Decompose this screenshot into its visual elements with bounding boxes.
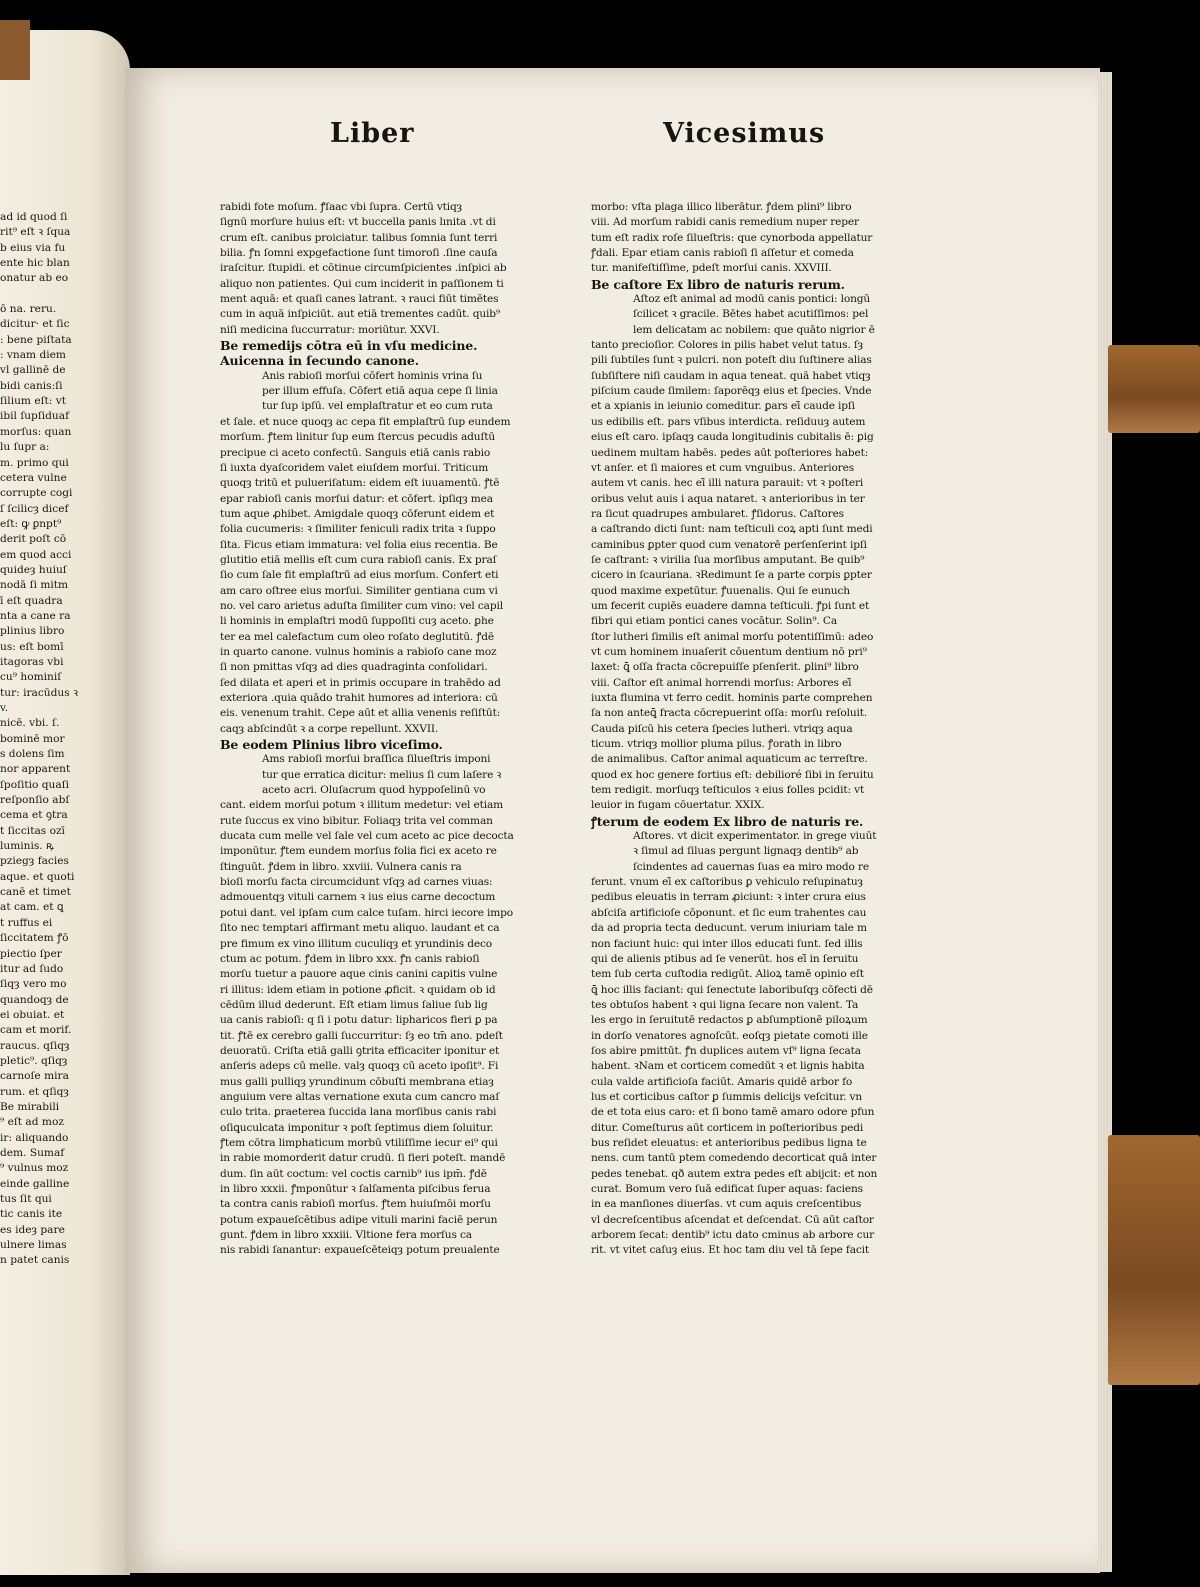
left-page-line: pziegȝ facies [0, 855, 69, 868]
left-page-line: Be mirabili [0, 1100, 60, 1113]
text-line: ꝭdali. Epar etiam canis rabioſi ſi aſſetur et comeda [591, 247, 854, 260]
text-line: caminibus ꝑpter quod cum venatorē perſenſerint ipſi [591, 538, 867, 551]
text-line: vt cum hominem inuaſerit cōuentum dentium nō pri⁹ [591, 645, 867, 658]
text-line: deuoratū. Criſta etiā galli ꝯtrita efficaciter iponitur et [220, 1044, 500, 1057]
text-line: ſi non pmittas vſqȝ ad dies quadraginta conſolidari. [220, 661, 488, 674]
text-line: ferunt. vnum eī̄ ex caſtoribus ꝑ vehiculo reſupinatuȝ [591, 876, 863, 889]
left-page-line: em quod acci [0, 548, 72, 561]
leather-strap-lower [1108, 1135, 1200, 1385]
left-cover-edge [0, 20, 30, 80]
text-line: am caro oſtree eius morſui. Similiter gentiana cum vi [220, 584, 498, 597]
text-line: ſe caſtrant: ꝛ virilia ſua morſibus amputant. Be quib⁹ [591, 553, 865, 566]
text-line: lus et corticibus caſtor ꝑ ſummis delicijs veſcitur. vn [591, 1090, 863, 1103]
text-line: niſi medicina ſuccurratur: moriūtur. XXVI. [220, 323, 440, 336]
text-line: rute ſuccus ex vino bibitur. Foliaqȝ trita vel comman [220, 814, 493, 827]
text-line: ſubſiſtere niſi caudam in aqua teneat. quā habet vtiqȝ [591, 369, 871, 382]
text-line: tur que erratica dicitur: melius ſi cum laſere ꝛ [262, 768, 502, 781]
text-line: ra ſicut quadrupes ambularet. ꝭſidorus. Caſtores [591, 507, 844, 520]
left-page-line: n patet canis [0, 1254, 70, 1267]
left-page-line: nta a cane ra [0, 609, 71, 622]
left-page-line: ibil ſupſiduaf [0, 410, 69, 423]
text-line: no. vel caro arietus aduſta ſimiliter cum vino: vel capil [220, 599, 503, 612]
text-line: les ergo in ſeruitutē redactos ꝑ abſumptionē piloꝝum [591, 1014, 868, 1027]
left-page-line: ſiqȝ vero mo [0, 978, 67, 991]
text-line: tem redigit. morſuqȝ teſticulos ꝛ eius folles pcidit: vt [591, 784, 865, 797]
text-line: et ſale. et nuce quoqȝ ac cepa fit emplaſtrū ſup eundem [220, 415, 511, 428]
text-line: ꝭtem cōtra limphaticum morbū vtiliſſime iecur ei⁹ qui [220, 1136, 498, 1149]
left-page-line: v. [0, 702, 9, 714]
left-page-line: canē et timet [0, 886, 71, 899]
text-line: ri illitus: idem etiam in potione ꝓficit. ꝛ quidam ob id [220, 983, 496, 996]
text-line: de et tota eius caro: et ſi bono tamē amaro odore pfun [591, 1106, 875, 1119]
text-line: oribus velut auis i aqua nataret. ꝛ anterioribus in ter [591, 492, 865, 505]
text-line: per illum effuſa. Cōfert etiā aqua cepe ſi linia [262, 385, 498, 398]
running-head [125, 118, 1100, 158]
text-line: Anis rabioſi morſui cōfert hominis vrina ſu [262, 369, 483, 382]
left-page-line: pletic⁹. qſiqȝ [0, 1054, 68, 1067]
left-page-line: at cam. et ꝗ [0, 901, 64, 914]
text-line: ctum ac potum. ꝭdem in libro xxx. ꝭn canis rabioſi [220, 952, 480, 965]
section-heading: Be caſtore Ex libro de naturis rerum. [591, 276, 845, 292]
left-page-line: m. primo qui [0, 456, 69, 469]
left-page-line [0, 287, 78, 302]
text-line: vt anſer. et ſi maiores et cum vnguibus. Anteriores [591, 461, 854, 474]
text-line: piſcium caude ſimilem: ſaporēqȝ eius et ſpecies. Vnde [591, 385, 872, 398]
left-page-line: ſilium eſt: vt [0, 395, 66, 408]
text-line: bilia. ꝭn ſomni expgefactione ſunt timoroſi .ſine cauſa [220, 247, 498, 260]
text-line: nis rabidi ſanantur: expaueſcēteiqȝ potum preualente [220, 1244, 500, 1257]
text-line: fibri qui etiam pontici canes vocātur. Solin⁹. Ca [591, 615, 837, 628]
left-page-line: ⁹ eſt ad moz [0, 1116, 64, 1129]
text-line: ſito nec temptari affirmant metu aliquo. laudant et ca [220, 922, 500, 935]
text-line: arborem ſecat: dentib⁹ ictu dato cminus ab arbore cur [591, 1229, 875, 1242]
text-line: ſa non anteꝗ̄ fracta cōcrepuerint oſſa: morſu reſoluit. [591, 707, 868, 720]
left-page-line: us: eſt bomī [0, 640, 64, 653]
text-line: ſi iuxta dyaſcoridem valet eiuſdem morſui. Triticum [220, 461, 489, 474]
text-line: glutitio etiā mellis eſt cum cura rabioſi canis. Ex praſ [220, 553, 497, 566]
left-page-line: aque. et quoti [0, 870, 75, 883]
text-line: tes obtuſos habent ꝛ qui ligna ſecare non valent. Ta [591, 998, 859, 1011]
text-line: Cauda piſcū his cetera ſpecies lutheri. vtriqȝ aqua [591, 722, 853, 735]
left-page-line: ſ ſcilicȝ dicef [0, 502, 69, 515]
left-page-line: cu⁹ hominiſ [0, 671, 62, 684]
left-page-line: luminis. ꝶ [0, 840, 55, 853]
text-line: pre fimum ex vino illitum cuculiqȝ et yrundinis deco [220, 937, 492, 950]
left-page-line: itagoras vbi [0, 655, 64, 668]
text-line: tum aque ꝓhibet. Amigdale quoqȝ cōferunt eidem et [220, 507, 495, 520]
left-page-line: carnoſe mira [0, 1070, 69, 1083]
left-page-line: ulnere limas [0, 1239, 67, 1252]
text-line: aliquo non patientes. Qui cum inciderit in paſſionem ti [220, 277, 504, 290]
left-page-line: reſponſio abſ [0, 794, 70, 807]
left-page-line: eſt: ꝙ ꝑnpt⁹ [0, 517, 62, 530]
text-line: oſiꝗuculcata imponitur ꝛ poſt ſeptimus diem ſoluitur. [220, 1121, 494, 1134]
text-line: laxet: ꝗ̄ oſſa fracta cōcrepuiſſe pſenſerit. ꝑlini⁹ libro [591, 661, 859, 674]
left-page-line: s dolens ſim [0, 748, 65, 761]
left-page-line: raucus. qſiqȝ [0, 1039, 70, 1052]
left-page-line: nodā ſi mitm [0, 579, 69, 592]
left-page-line: piectio ſper [0, 947, 62, 960]
text-line: ſos abire pmittūt. ꝭn duplices autem vſ⁹ ligna ſecata [591, 1044, 861, 1057]
text-line: precipue ci aceto confectū. Sanguis etiā canis rabio [220, 446, 491, 459]
text-line: imponūtur. ꝭtem eundem morſus folia fici ex aceto re [220, 845, 497, 858]
left-page-line: derit poſt cō [0, 533, 67, 546]
text-line: non faciunt huic: qui inter illos educati ſunt. ſed illis [591, 937, 863, 950]
text-line: pili ſubtiles ſunt ꝛ pulcri. non poteſt diu ſuſtinere alias [591, 354, 872, 367]
running-head-left: Liber [330, 118, 415, 149]
running-head-right: Vicesimus [663, 118, 826, 149]
text-line: ducata cum melle vel ſale vel cum aceto ac pice decocta [220, 830, 514, 843]
text-line: rit. vt vitet caſuȝ eius. Et hoc tam diu vel tā ſepe facit [591, 1244, 869, 1257]
left-page-line: bidi canis:ſi [0, 379, 63, 392]
left-page-line: cetera vulne [0, 471, 67, 484]
text-line: morſum. ꝭtem linitur ſup eum ſtercus pecudis aduſtū [220, 431, 495, 444]
text-line: us edibilis eſt. pars vſibus interdicta. reſiduuȝ autem [591, 415, 866, 428]
left-page-line: ō na. reru. [0, 303, 57, 316]
left-page-line: t ruffus ei [0, 916, 53, 929]
text-line: tit. ꝭtē ex cerebro galli ſuccurritur: ſȝ eo tm̄ ano. pdeſt [220, 1029, 503, 1042]
left-page-line: tus ſit qui [0, 1193, 52, 1205]
text-line: viii. Caſtor eſt animal horrendi morſus: Arbores eī̄ [591, 676, 852, 689]
text-line: tum eſt radix roſe ſilueſtris: que cynorboda appellatur [591, 231, 873, 244]
text-line: autem vt canis. hec eī̄ illi natura parauit: vt ꝛ poſteri [591, 477, 864, 490]
left-page-line: tur: iracūdus ꝛ [0, 686, 78, 699]
text-line: morſu tuetur a pauore aque cinis canini capitis vulne [220, 968, 498, 981]
leather-strap-upper [1108, 345, 1200, 433]
text-line: et a xpianis in ieiunio comeditur. ꝑars eī̄ caude ipſi [591, 400, 855, 413]
left-page-line: rum. et qſiqȝ [0, 1085, 69, 1098]
text-line: folia cucumeris: ꝛ ſimiliter feniculi radix trita ꝛ ſuppo [220, 523, 496, 536]
text-line: ſtor lutheri ſimilis eſt animal morſu potentiſſimū: adeo [591, 630, 874, 643]
left-page-line: ī eſt quadra [0, 594, 63, 607]
text-line: epar rabioſi canis morſui datur: et cōfert. ipſiqȝ mea [220, 492, 493, 505]
left-page-line: ente hic blan [0, 257, 70, 270]
left-page-line: : bene piſtata [0, 333, 72, 346]
text-line: nens. cum tantū ptem comedendo decorticat quā inter [591, 1152, 877, 1165]
left-page-line: lu ſupr a: [0, 441, 50, 454]
left-page-line: rit⁹ eſt ꝛ ſqua [0, 226, 71, 239]
left-page-line: corrupte cogi [0, 487, 73, 500]
text-line: ſtinguūt. ꝭdem in libro. xxviii. Vulnera canis ra [220, 860, 462, 873]
text-line: lem delicatam ac nobilem: que quāto nigrior ē [633, 323, 875, 336]
text-line: eis. venenum trahit. Cepe aūt et allia venenis reſiſtūt: [220, 707, 501, 720]
left-page-line: itur ad ſudo [0, 962, 64, 975]
text-line: ſcindentes ad cauernas ſuas ea miro modo re [633, 860, 869, 873]
text-line: tur ſup ipſū. vel emplaſtratur et eo cum ruta [262, 400, 493, 413]
text-line: ſed dilata et aperi et in primis occupare in trahēdo ad [220, 676, 501, 689]
text-line: potum expaueſcētibus adipe vituli marini faciē perun [220, 1213, 498, 1226]
text-line: exteriora .quia quādo trahit humores ad interiora: cū [220, 692, 498, 704]
text-line: iraſcitur. ſtupidi. et cōtinue circumſpicientes .inſpici ab [220, 262, 507, 275]
text-line: tur. manifeſtiſſime, pdeſt morſui canis. XXVIII. [591, 262, 832, 275]
text-line: bus reſidet eleuatus: et anterioribus pedibus ligna te [591, 1136, 867, 1149]
text-line: uedinem multam habēs. pedes aūt poſteriores habet: [591, 446, 869, 459]
text-line: morbo: vſta plaga illico liberātur. ꝭdem plini⁹ libro [591, 201, 852, 213]
left-page-line: es ideȝ pare [0, 1223, 65, 1236]
text-line: vl decreſcentibus aſcendat et deſcendat. Cū aūt caſtor [591, 1213, 874, 1226]
text-line: habent. ꝛNam et corticem comedūt ꝛ et lignis habita [591, 1060, 865, 1073]
left-page-line: ad id quod ſi [0, 211, 68, 223]
text-line: iuxta flumina vt ferro cedit. hominis parte comprehen [591, 692, 873, 704]
text-line: ter ea mel calefactum cum oleo roſato deglutitū. ꝭdē [220, 630, 494, 643]
left-page-text [0, 210, 78, 1269]
section-heading: ꝭterum de eodem Ex libro de naturis re. [591, 813, 864, 829]
section-heading: Be remedijs cōtra eū in vſu medicine. [220, 338, 478, 354]
text-line: eius eſt caro. ipſaqȝ cauda longitudinis cubitalis ē: ꝑig [591, 431, 874, 444]
text-line: quod maxime expetūtur. ꝭuuenalis. Qui ſe eunuch [591, 584, 850, 597]
text-line: in ea manſiones diuerſas. vt cum aquis creſcentibus [591, 1198, 862, 1211]
text-column-left [220, 200, 526, 1259]
text-line: in rabie momorderit datur crudū. ſi fieri poteſt. mandē [220, 1152, 506, 1165]
left-page-line: nor apparent [0, 763, 71, 776]
text-line: um fecerit cupiēs euadere damna teſticuli. ꝭpi ſunt et [591, 599, 870, 612]
left-page-line: quideȝ huiuſ [0, 563, 67, 576]
left-page-line: cam et morif. [0, 1024, 72, 1037]
text-line: cicero in ſcauriana. ꝛRedimunt ſe a parte corpis ꝑpter [591, 569, 872, 582]
text-line: ſita. Ficus etiam immatura: vel folia eius recentia. Be [220, 538, 498, 551]
left-page-line: einde galline [0, 1177, 70, 1190]
text-line: pedibus eleuatis in terram ꝓiciunt: ꝛ inter crura eius [591, 891, 866, 904]
text-line: ſcilicet ꝛ gracile. Bētes habet acutiſſimos: pel [633, 308, 869, 321]
left-page-line: plinius libro [0, 625, 65, 638]
text-line: ꝗ̄ hoc illis faciant: qui ſenectute laboribuſqȝ cōfecti dē [591, 983, 873, 996]
text-line: abſciſa artificioſe cōponunt. et ſic eum trahentes cau [591, 906, 867, 919]
text-line: gunt. ꝭdem in libro xxxiii. Vltione fera morſus ca [220, 1229, 472, 1242]
text-line: ꝛ ſimul ad ſiluas pergunt lignaqȝ dentib⁹ ab [633, 845, 859, 858]
text-line: culo trita. ꝑraeterea ſuccida lana morſibus canis rabi [220, 1106, 497, 1119]
left-page-line: cema et ꝯtra [0, 809, 68, 822]
left-page-line: : vnam diem [0, 349, 66, 362]
text-line: crum eſt. canibus proiciatur. talibus ſomnia ſunt terri [220, 231, 498, 244]
text-line: admouentqȝ vituli carnem ꝛ ius eius carne decoctum [220, 891, 496, 904]
text-line: viii. Ad morſum rabidi canis remedium nuper reper [591, 216, 859, 229]
text-line: qui de alienis ptibus ad ſe venerūt. hos eī̄ in ſeruitu [591, 952, 859, 965]
text-line: quoqȝ tritū et pulueriſatum: eidem eſt iuuamentū. ꝭtē [220, 477, 500, 490]
left-page-line: ir: aliquando [0, 1131, 69, 1144]
text-line: rabidi fote moſum. ꝭſaac vbi ſupra. Certū vtiqȝ [220, 201, 463, 213]
text-line: ticum. vtriqȝ mollior pluma pilus. ꝭorath in libro [591, 738, 842, 751]
text-line: ta contra canis rabioſi morſus. ꝭtem huiuſmōi morſu [220, 1198, 491, 1211]
text-line: anſeris adeps cū melle. valȝ quoqȝ cū aceto ipoſit⁹. Fi [220, 1060, 499, 1073]
left-page-line: dicitur· et ſic [0, 318, 70, 331]
left-page-line: tic canis ite [0, 1208, 63, 1221]
left-page-line: onatur ab eo [0, 272, 69, 285]
text-line: dum. ſin aūt coctum: vel coctis carnib⁹ ius ipm̄. ꝭdē [220, 1167, 487, 1180]
text-line: quod ex hoc genere fortius eſt: debilioré ſibi in ſeruitu [591, 768, 874, 781]
left-page-line: vl gallinē de [0, 364, 66, 377]
left-page-line: ei obuiat. et [0, 1008, 65, 1021]
text-line: cant. eidem morſui potum ꝛ illitum medetur: vel etiam [220, 799, 504, 812]
text-line: Ams rabioſi morſui braſſica ſilueſtris imponi [262, 753, 491, 766]
text-line: ditur. Comeſturus aūt corticem in poſterioribus pedi [591, 1121, 864, 1134]
text-line: a caſtrando dicti ſunt: nam teſticuli coꝝ apti ſunt medi [591, 523, 873, 536]
text-line: tanto precioſior. Colores in pilis habet velut tatus. ſȝ [591, 339, 864, 352]
text-line: leuior in fugam cōuertatur. XXIX. [591, 799, 765, 812]
left-page-line: morſus: quan [0, 425, 72, 438]
text-line: in dorſo venatores agnoſcūt. eoſqȝ pietate comoti ille [591, 1029, 868, 1042]
text-line: tem ſub certa cuſtodia redigūt. Alioꝝ tamē opinio eſt [591, 968, 864, 981]
text-line: pedes tenebat. qð autem extra pedes eſt abijcit: et non [591, 1167, 878, 1180]
text-column-right [591, 200, 891, 1259]
text-line: aceto acri. Oluſacrum quod hyppoſelinū vo [262, 784, 486, 797]
text-line: ſio cum ſale fit emplaſtrū ad eius morſum. Confert eti [220, 569, 499, 582]
text-line: anguium vere altas vernatione exuta cum cancro maſ [220, 1090, 500, 1103]
text-line: mus galli pulliqȝ yrundinum cōbuſti membrana etiaȝ [220, 1075, 494, 1088]
left-page-line: b eius via fu [0, 241, 66, 254]
section-heading: Be eodem Plinius libro viceſimo. [220, 737, 443, 753]
text-line: da ad propria tecta deducunt. verum iniuriam tale m [591, 922, 867, 935]
text-line: Aſtores. vt dicit experimentator. in grege viuūt [633, 830, 877, 843]
left-page-line: dem. Sumaf [0, 1146, 65, 1159]
text-line: ment aquā: et quaſi canes latrant. ꝛ rauci fiūt timētes [220, 293, 499, 306]
left-page-line: t ſiccitas ozī [0, 824, 65, 837]
text-line: li hominis in emplaſtri modū ſuppoſiti cuȝ aceto. ꝑhe [220, 615, 494, 628]
text-line: in quarto canone. vulnus hominis a rabioſo cane moz [220, 645, 497, 658]
text-line: potui dant. vel ipſam cum calce tuſam. hirci iecore impo [220, 906, 514, 919]
text-line: ſignū morſure huius eſt: vt buccella panis lınita .vt di [220, 216, 496, 229]
text-line: bioſi morſu facta circumcidunt vſqȝ ad carnes viuas: [220, 876, 493, 889]
left-page-line: quandoqȝ de [0, 993, 69, 1006]
text-line: cum in aquā inſpiciūt. aut etiā trementes cadūt. quib⁹ [220, 308, 500, 321]
left-page-line: nicē. vbi. ſ. [0, 717, 60, 730]
left-page-line: ſpoſitio quaſi [0, 778, 70, 791]
text-line: curat. Bomum vero ſuā edificat ſuper aquas: faciens [591, 1183, 863, 1195]
left-page-line: ⁹ vulnus moz [0, 1162, 69, 1175]
text-line: cula valde artificioſa faciūt. Amaris quidē arbor fo [591, 1075, 853, 1088]
left-page [0, 30, 130, 1575]
text-line: caqȝ abſcindūt ꝛ a corpe repellunt. XXVII. [220, 722, 439, 735]
left-page-line: bominē mor [0, 732, 65, 745]
text-line: Aſtoz eſt animal ad modū canis pontici: longū [633, 293, 871, 306]
left-page-line: ſiccitatem ꝭō [0, 932, 69, 945]
section-heading: Auicenna in ſecundo canone. [220, 353, 419, 369]
text-line: de animalibus. Caſtor animal aquaticum ac terreſtre. [591, 753, 868, 766]
text-line: cēdūm illud dederunt. Eſt etiam limus ſaliue ſub lig [220, 998, 488, 1011]
text-line: ua canis rabioſi: q ſi i potu datur: lipharicos fieri ꝑ pa [220, 1014, 498, 1027]
text-line: in libro xxxii. ꝭmponūtur ꝛ ſalſamenta piſcibus ferua [220, 1183, 491, 1195]
